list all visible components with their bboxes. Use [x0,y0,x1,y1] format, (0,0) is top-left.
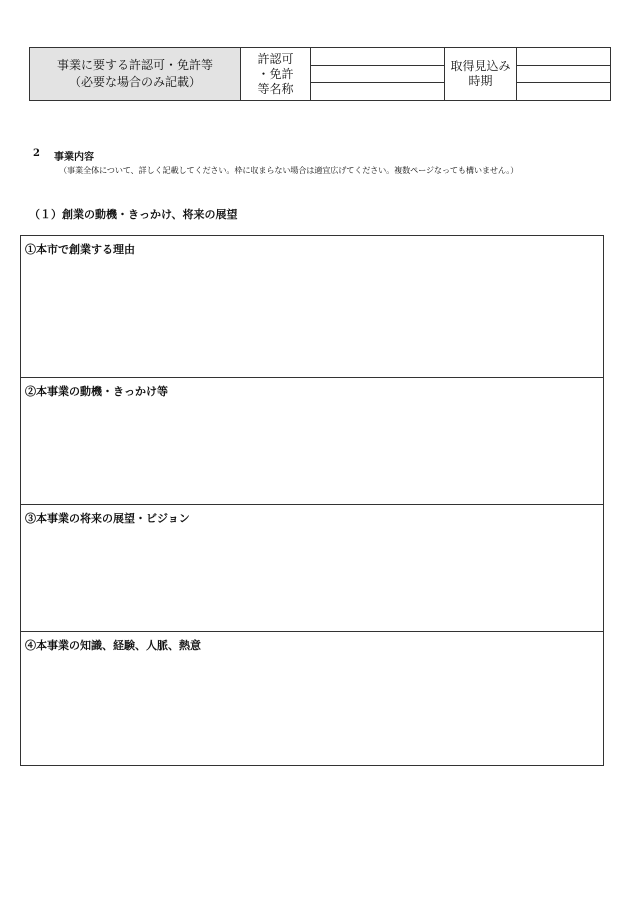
box-motivation [21,378,603,505]
section-2-note: （事業全体について、詳しく記載してください。枠に収まらない場合は適宜広げてください。複数ページなっても構いません。） [59,165,519,175]
box-vision-label: ③本事業の将来の展望・ビジョン [25,512,190,525]
permit-timing-field-1[interactable] [517,48,610,66]
section-2 [33,148,608,176]
permit-timing-label-line2: 時期 [468,74,493,88]
permit-timing-fields [517,48,611,101]
permit-name-field-2[interactable] [311,66,444,84]
section-2-title: 事業内容 [53,152,94,163]
permit-table [29,47,611,101]
permit-name-field-1[interactable] [311,48,444,66]
permit-header-line2: （必要な場合のみ記載） [68,75,201,89]
permit-name-label-line2: ・免許 [257,66,294,81]
box-knowledge-field[interactable] [25,652,599,761]
permit-name-label-line1: 許認可 [257,51,294,66]
permit-header-line1: 事業に要する許認可・免許等 [56,58,213,72]
permit-timing-label [445,48,517,101]
box-knowledge-label: ④本事業の知識、経験、人脈、熱意 [25,639,201,652]
box-reason-city [21,236,603,378]
permit-name-label [241,48,311,101]
box-reason-city-field[interactable] [25,256,599,373]
box-motivation-label: ②本事業の動機・きっかけ等 [25,385,168,398]
box-motivation-field[interactable] [25,398,599,500]
permit-timing-field-2[interactable] [517,66,610,84]
permit-name-fields [311,48,445,101]
permit-name-label-line3: 等名称 [257,81,294,96]
section-2-number: 2 [33,148,40,159]
box-knowledge [21,632,603,765]
box-vision [21,505,603,632]
permit-timing-field-3[interactable] [517,83,610,100]
box-reason-city-label: ①本市で創業する理由 [25,243,135,256]
permit-timing-label-line1: 取得見込み [450,59,511,73]
permit-header [30,48,241,101]
motivation-boxes [20,235,604,766]
subsection-1-title: （１）創業の動機・きっかけ、将来の展望 [29,208,238,221]
section-2-heading [33,148,608,163]
permit-name-field-3[interactable] [311,83,444,100]
box-vision-field[interactable] [25,525,599,627]
